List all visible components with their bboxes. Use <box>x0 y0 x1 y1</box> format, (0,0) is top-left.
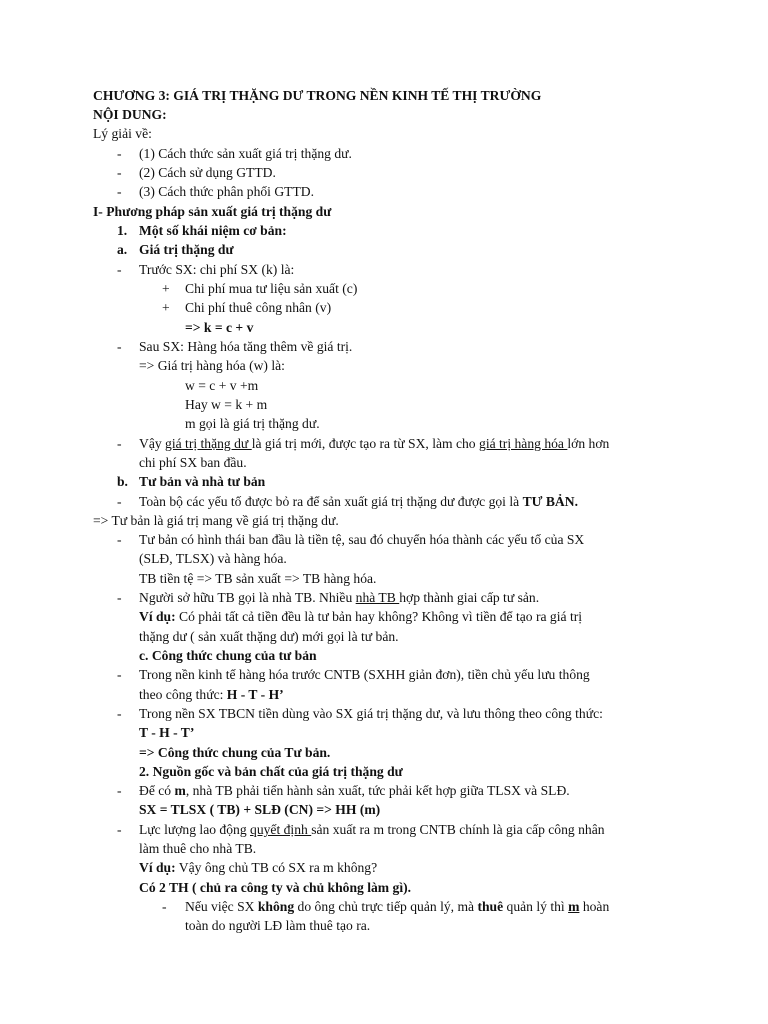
underlined-term: giá trị thặng dư <box>165 436 252 451</box>
bullet-dash: - <box>117 184 122 199</box>
bullet-dash: - <box>117 262 122 277</box>
text-run: Nếu việc SX <box>185 899 258 914</box>
paragraph-line: => Tư bản là giá trị mang về giá trị thặng dư. <box>93 513 339 528</box>
text-run: hoàn <box>579 899 610 914</box>
paragraph-line: Tư bản có hình thái ban đầu là tiền tệ, sau đó chuyển hóa thành các yếu tố của SX <box>139 532 585 547</box>
bullet-dash: - <box>117 590 122 605</box>
bold-formula: H - T - H’ <box>226 687 284 702</box>
chapter-title: CHƯƠNG 3: GIÁ TRỊ THẶNG DƯ TRONG NỀN KINH TẾ THỊ TRƯỜNG <box>93 88 542 103</box>
formula-line: T - H - T’ <box>139 725 195 740</box>
bullet-dash: - <box>117 706 122 721</box>
example-label: Ví dụ: <box>139 609 176 624</box>
bullet-dash: - <box>162 899 167 914</box>
underlined-term: giá trị hàng hóa <box>479 436 568 451</box>
list-letter: a. <box>117 242 128 257</box>
underlined-term: quyết định <box>250 822 312 837</box>
paragraph-line <box>139 435 609 453</box>
text-run: là giá trị mới, được tạo ra từ SX, làm cho <box>251 436 480 451</box>
text-run: Để có <box>139 783 175 798</box>
example-label: Ví dụ: <box>139 860 176 875</box>
paragraph-line <box>139 821 605 839</box>
bullet-dash: - <box>117 494 122 509</box>
paragraph-line: m gọi là giá trị thặng dư. <box>185 416 320 431</box>
text-run: Vậy <box>139 436 166 451</box>
paragraph-line <box>139 608 582 626</box>
bold-underlined-term: m <box>568 899 580 914</box>
subsection-heading: Giá trị thặng dư <box>139 242 234 257</box>
text-run: sản xuất ra m trong CNTB chính là gia cấp công nhân <box>311 822 605 837</box>
formula-line: => k = c + v <box>185 320 254 335</box>
formula-line: SX = TLSX ( TB) + SLĐ (CN) => HH (m) <box>139 802 381 817</box>
formula-line: Hay w = k + m <box>185 397 268 412</box>
paragraph-line <box>139 493 578 511</box>
paragraph-line: toàn do người LĐ làm thuê tạo ra. <box>185 918 371 933</box>
formula-line: => Công thức chung của Tư bản. <box>139 745 331 760</box>
paragraph-line: chi phí SX ban đầu. <box>139 455 247 470</box>
text-run: Vậy ông chủ TB có SX ra m không? <box>175 860 378 875</box>
text-run: lớn hơn <box>567 436 610 451</box>
ly-giai-text: Lý giải về: <box>93 126 152 141</box>
paragraph-line <box>139 686 284 704</box>
bullet-dash: - <box>117 146 122 161</box>
text-run: theo công thức: <box>139 687 227 702</box>
intro-item: (2) Cách sử dụng GTTD. <box>139 165 276 180</box>
subsection-heading: c. Công thức chung của tư bản <box>139 648 317 663</box>
subsection-heading: Tư bản và nhà tư bản <box>139 474 266 489</box>
paragraph-line: => Giá trị hàng hóa (w) là: <box>139 358 285 373</box>
paragraph-line <box>139 589 539 607</box>
intro-item: (3) Cách thức phân phối GTTD. <box>139 184 314 199</box>
text-run: Lực lượng lao động <box>139 822 251 837</box>
paragraph-line <box>139 782 570 800</box>
noi-dung-heading: NỘI DUNG: <box>93 107 167 122</box>
paragraph-line: Trong nền SX TBCN tiền dùng vào SX giá trị thặng dư, và lưu thông theo công thức: <box>139 706 603 721</box>
bullet-plus: + <box>162 281 170 296</box>
bullet-plus: + <box>162 300 170 315</box>
text-run: Có phải tất cả tiền đều là tư bản hay không? Không vì tiền để tạo ra giá trị <box>175 609 583 624</box>
paragraph-line: Sau SX: Hàng hóa tăng thêm về giá trị. <box>139 339 353 354</box>
bullet-dash: - <box>117 436 122 451</box>
bold-term: TƯ BẢN. <box>522 494 578 509</box>
subsection-heading: Một số khái niệm cơ bản: <box>139 223 287 238</box>
paragraph-line: thặng dư ( sản xuất thặng dư) mới gọi là tư bản. <box>139 629 399 644</box>
subsection-heading: 2. Nguồn gốc và bản chất của giá trị thặng dư <box>139 764 403 779</box>
paragraph-line: Chi phí thuê công nhân (v) <box>185 300 332 315</box>
paragraph-line: Có 2 TH ( chủ ra công ty và chủ không làm gì). <box>139 880 412 895</box>
paragraph-line: TB tiền tệ => TB sản xuất => TB hàng hóa. <box>139 571 377 586</box>
bullet-dash: - <box>117 822 122 837</box>
bullet-dash: - <box>117 667 122 682</box>
paragraph-line: (SLĐ, TLSX) và hàng hóa. <box>139 551 287 566</box>
intro-item: (1) Cách thức sản xuất giá trị thặng dư. <box>139 146 352 161</box>
paragraph-line: Trước SX: chi phí SX (k) là: <box>139 262 295 277</box>
formula-line: w = c + v +m <box>185 378 259 393</box>
paragraph-line: làm thuê cho nhà TB. <box>139 841 257 856</box>
paragraph-line <box>139 859 377 877</box>
text-run: quản lý thì <box>503 899 569 914</box>
underlined-term: nhà TB <box>355 590 400 605</box>
bullet-dash: - <box>117 532 122 547</box>
paragraph-line: Trong nền kinh tế hàng hóa trước CNTB (SXHH giản đơn), tiền chủ yếu lưu thông <box>139 667 590 682</box>
text-run: Toàn bộ các yếu tố được bỏ ra để sản xuất giá trị thặng dư được gọi là <box>139 494 523 509</box>
text-run: Người sở hữu TB gọi là nhà TB. Nhiều <box>139 590 356 605</box>
bold-term: không <box>257 899 295 914</box>
bold-term: thuê <box>477 899 504 914</box>
list-letter: b. <box>117 474 128 489</box>
section-heading: I- Phương pháp sản xuất giá trị thặng dư <box>93 204 332 219</box>
text-run: do ông chủ trực tiếp quản lý, mà <box>294 899 478 914</box>
paragraph-line: Chi phí mua tư liệu sản xuất (c) <box>185 281 358 296</box>
bold-term: m <box>174 783 186 798</box>
bullet-dash: - <box>117 783 122 798</box>
text-run: , nhà TB phải tiến hành sản xuất, tức phải kết hợp giữa TLSX và SLĐ. <box>185 783 570 798</box>
paragraph-line <box>185 898 609 916</box>
bullet-dash: - <box>117 165 122 180</box>
bullet-dash: - <box>117 339 122 354</box>
text-run: hợp thành giai cấp tư sản. <box>399 590 540 605</box>
list-number: 1. <box>117 223 128 238</box>
